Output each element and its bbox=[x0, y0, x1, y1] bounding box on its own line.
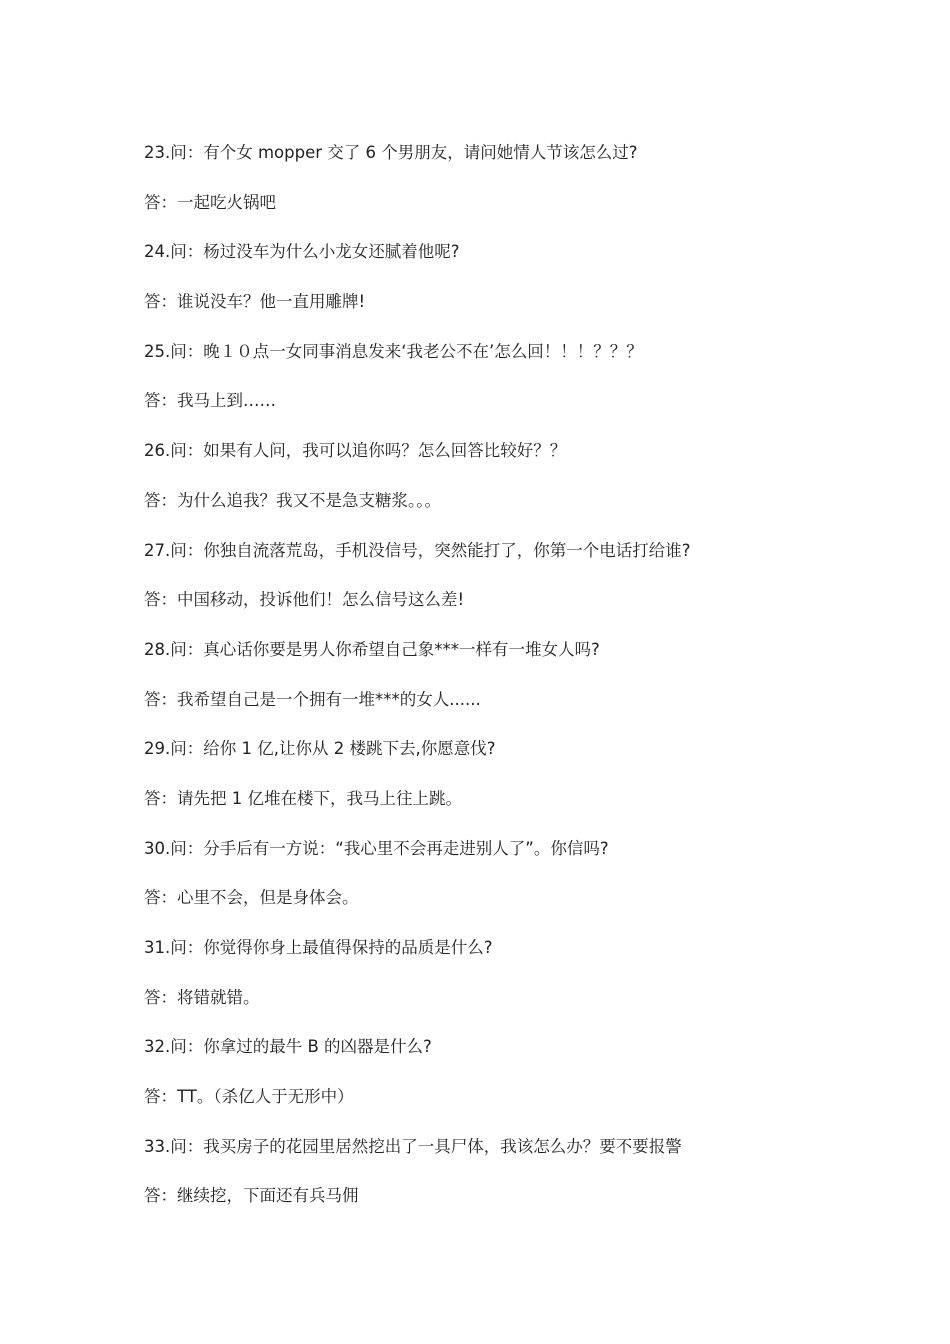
question-27: 27.问：你独自流落荒岛，手机没信号，突然能打了，你第一个电话打给谁? bbox=[144, 540, 691, 560]
answer-33: 答：继续挖，下面还有兵马佣 bbox=[144, 1186, 359, 1206]
question-30: 30.问：分手后有一方说：“我心里不会再走进别人了”。你信吗? bbox=[144, 838, 609, 858]
question-31: 31.问：你觉得你身上最值得保持的品质是什么? bbox=[144, 938, 493, 957]
answer-29: 答：请先把 1 亿堆在楼下，我马上往上跳。 bbox=[144, 788, 462, 808]
answer-30: 答：心里不会，但是身体会。 bbox=[144, 888, 359, 908]
answer-28: 答：我希望自己是一个拥有一堆***的女人...... bbox=[144, 689, 481, 709]
answer-26: 答：为什么追我？我又不是急支糖浆。。。 bbox=[144, 490, 441, 510]
question-33: 33.问：我买房子的花园里居然挖出了一具尸体，我该怎么办？要不要报警 bbox=[144, 1136, 682, 1156]
question-26: 26.问：如果有人问，我可以追你吗？怎么回答比较好？？ bbox=[144, 441, 567, 461]
question-23: 23.问：有个女 mopper 交了 6 个男朋友，请问她情人节该怎么过? bbox=[144, 143, 638, 162]
answer-24: 答：谁说没车？他一直用雕牌! bbox=[144, 292, 366, 312]
answer-23: 答：一起吃火锅吧 bbox=[144, 192, 276, 212]
answer-32: 答：TT。（杀亿人于无形中） bbox=[144, 1087, 354, 1107]
question-28: 28.问：真心话你要是男人你希望自己象***一样有一堆女人吗? bbox=[144, 639, 600, 659]
question-25: 25.问：晚１０点一女同事消息发来‘我老公不在’怎么回！！！？？？ bbox=[144, 341, 643, 361]
answer-31: 答：将错就错。 bbox=[144, 987, 260, 1007]
question-29: 29.问：给你 1 亿,让你从 2 楼跳下去,你愿意伐? bbox=[144, 739, 496, 759]
question-24: 24.问：杨过没车为什么小龙女还腻着他呢? bbox=[144, 242, 460, 262]
answer-25: 答：我马上到…… bbox=[144, 391, 276, 411]
qa-list bbox=[144, 140, 904, 1233]
question-32: 32.问：你拿过的最牛 B 的凶器是什么? bbox=[144, 1037, 432, 1057]
answer-27: 答：中国移动，投诉他们！怎么信号这么差! bbox=[144, 590, 465, 610]
